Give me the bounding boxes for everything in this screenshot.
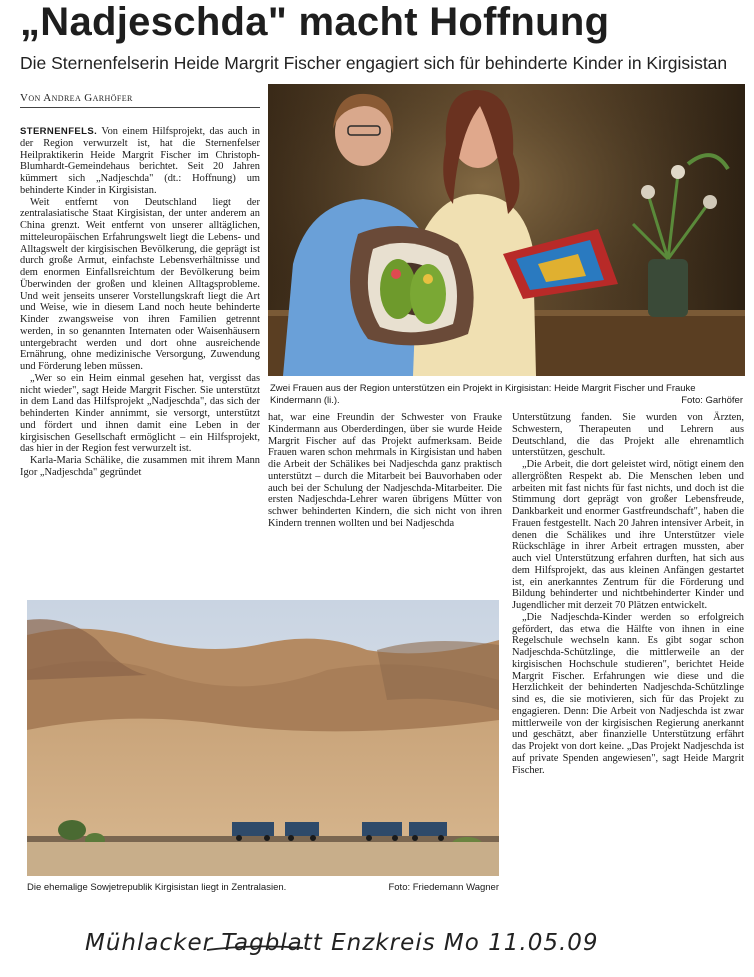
photo1-credit: Foto: Garhöfer (681, 395, 743, 406)
photo-two-women (268, 84, 745, 376)
byline: Von Andrea Garhöfer (20, 92, 133, 104)
dateline: STERNENFELS. (20, 126, 98, 137)
photo2-credit: Foto: Friedemann Wagner (388, 882, 499, 893)
paragraph: „Die Arbeit, die dort geleistet wird, nötigt einem den allergrößten Respekt ab. Die Menschen leben und arbeiten mit fast nichts für fast nichts, und doch ist die Stimmung dort geprägt von großer Lebensfreude, Dankbarkeit und enormer Gastfreundschaft", haben die Frauen festgestellt. Nach 20 Jahren intensiver Arbeit, in denen die Schälikes und ihre Unterstützer viele Rückschläge in ihrer Arbeit ertragen mussten, aber auch viel Unterstützung erfahren durften, hat sich aus dem Hilfsprojekt, das aus kleinen Anfängen gestartet ist, ein anerkanntes Zentrum für die Förderung und Bildung behinderter und nichtbehinderter Kinder und Jugendlicher mit derzeit 70 Plätzen entwickelt. (512, 459, 744, 611)
paragraph: STERNENFELS. Von einem Hilfsprojekt, das auch in der Region verwurzelt ist, hat die Sternenfelser Heilpraktikerin Heide Margrit Fischer im Christoph-Blumhardt-Gemeindehaus berichtet. Seit 20 Jahren kümmert sich „Nadjeschda" (dt.: Hoffnung) um behinderte Kinder in Kirgisistan. (20, 126, 260, 196)
photo-landscape-image (27, 600, 499, 876)
paragraph: Unterstützung fanden. Sie wurden von Ärzten, Schwestern, Therapeuten und Lehrern aus Deutschland, die das Projekt alle ehrenamtlich unterstützen, geschult. (512, 412, 744, 459)
paragraph: hat, war eine Freundin der Schwester von Frauke Kindermann aus Oberderdingen, über sie wurde Heide Margrit Fischer auf das Projekt aufmerksam. Beide Frauen waren schon mehrmals in Kirgisistan und haben die Arbeit der Schälikes bei Nadjeschda ganz praktisch unterstützt – durch die Mitarbeit bei Bauvorhaben oder auch bei der Schulung der Nadjeschda-Mitarbeiter. Die ersten Nadjeschda-Lehrer waren übrigens Mütter von schwer behinderten Kindern, die sich nicht von ihren Kindern trennen wollten und bei Nadjeschda (268, 412, 502, 529)
paragraph: „Die Nadjeschda-Kinder werden so erfolgreich gefördert, das etwa die Hälfte von ihnen in eine Regelschule wechseln kann. Es gibt sogar schon Nadjeschda-Schützlinge, die mittlerweile an der kirgisischen Hochschule studieren", berichtet Heide Margrit Fischer. Erfahrungen wie diese und die Herzlichkeit der behinderten Nadjeschda-Schützlinge sind es, die sie motivieren, sich für das Projekt zu engagieren. Denn: Die Arbeit von Nadjeschda ist zwar mittlerweile von der kirgisischen Regierung anerkannt und geschätzt, aber finanzielle Unterstützung erfährt das Projekt von dort keine. „Das Projekt Nadjeschda ist auf private Spenden angewiesen", sagt Heide Margrit Fischer. (512, 611, 744, 776)
paragraph: „Wer so ein Heim einmal gesehen hat, vergisst das nicht wieder", sagt Heide Margrit Fischer. Sie unterstützt in dem Land das Hilfsprojekt „Nadjeschda", das sich der behinderten Kinder annimmt, sie versorgt, unterstützt und fördert und ihnen damit eine Leben in der kirgisischen Gesellschaft ermöglicht – ein Hilfsprojekt, das hier in der Region fest verwurzelt ist. (20, 372, 260, 455)
article-subheadline: Die Sternenfelserin Heide Margrit Fischer engagiert sich für behinderte Kinder in Kirgisistan (20, 53, 728, 73)
article-headline: „Nadjeschda" macht Hoffnung (20, 0, 610, 44)
article-column-3 (512, 412, 744, 892)
paragraph: Karla-Maria Schälike, die zusammen mit ihrem Mann Igor „Nadjeschda" gegründet (20, 455, 260, 478)
article-column-1 (20, 126, 260, 586)
article-column-2 (268, 412, 502, 590)
byline-divider (20, 107, 260, 108)
handwritten-source-note: Mühlacker Tagblatt Enzkreis Mo 11.05.09 (85, 930, 599, 956)
paragraph: Weit entfernt von Deutschland liegt der zentralasiatische Staat Kirgisistan, der unter anderem an China grenzt. Weit entfernt von unserer alltäglichen, mitteleuropäischen Erfahrungswelt liegt die Lebens- und Alltagswelt der kirgisischen Bevölkerung, die geprägt ist durch große Armut, einfachste Lebensverhältnisse und dem enormen Einfallsreichtum der Bevölkerung beim Überwinden der großen und kleinen Alltagsprobleme. Und weit jenseits unserer Vorstellungskraft liegt die Art und Weise, wie in diesem Land noch heute behinderte Kinder zwangsweise von ihren Familien getrennt werden, in so genannten Internaten oder Waisenhäusern untergebracht werden und dort ohne ausreichende Ernährung, ohne medizinische Versorgung, Zuwendung und Förderung leben müssen. (20, 196, 260, 372)
photo2-caption: Die ehemalige Sowjetrepublik Kirgisistan liegt in Zentralasien. (27, 882, 287, 893)
photo-kyrgyzstan-landscape (27, 600, 499, 876)
photo1-caption: Zwei Frauen aus der Region unterstützen ein Projekt in Kirgisistan: Heide Margrit Fischer und Frauke Kindermann (li.). (270, 383, 696, 406)
photo-two-women-image (268, 84, 745, 376)
strikethrough-mark (205, 938, 305, 958)
